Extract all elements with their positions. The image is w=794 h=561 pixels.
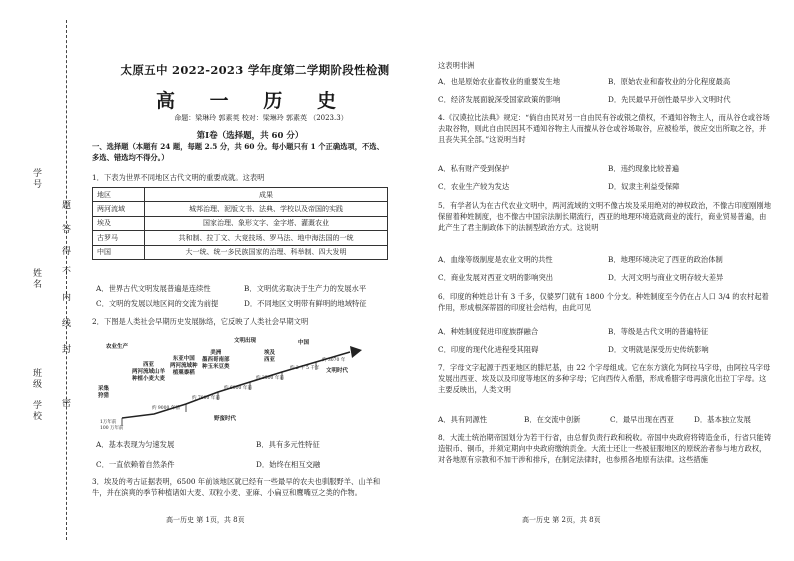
page-1 [86, 0, 390, 561]
q5-option-d[interactable]: D．大河文明与商业文明存较大差异 [608, 273, 724, 282]
stage-foraging: 采集 狩猎 [98, 386, 110, 399]
stage-agriculture: 农业生产 [106, 344, 129, 350]
page-footer: 高一历史 第 2页，共 8页 [522, 516, 601, 524]
q6-option-c[interactable]: C．印度的现代化进程受其阻碍 [438, 345, 539, 354]
q1-option-c[interactable]: C．文明的发展以地区间的交流为前提 [96, 299, 219, 308]
q5-option-a[interactable]: A．血缘等级制度是农业文明的共性 [438, 255, 553, 264]
americas-label: 美洲 墨西哥南部 种玉米豆类 [202, 350, 230, 370]
question-3-continued: 这表明非洲 [438, 61, 475, 70]
question-4-stem: 4.《汉谟拉比法典》规定：“倘自由民对另一自由民有谷或银之债权，不通知谷物主人，而从谷仓或谷场去取谷物，则此自由民因其不通知谷物主人而擅从谷仓或谷场取谷，应被检举，彼应交出所取之谷，并且丧失其全部。”这说明当时 [438, 113, 770, 144]
name-label: 姓名 [31, 268, 41, 290]
q4-option-b[interactable]: B．违约现象比较普遍 [608, 164, 680, 173]
seal-char: 封 [62, 345, 72, 355]
q2-option-d[interactable]: D．始终在相互交融 [256, 460, 321, 469]
q7-option-b[interactable]: B．在交流中创新 [524, 415, 581, 424]
seal-char: 得 [62, 247, 72, 257]
question-5-stem: 5．有学者认为在古代农业文明中，两河流域的文明不像古埃及采用绝对的神权政治，不像古印度刚刚地保留着种姓制度，也不像古中国宗法制长期流行，西亚的地理环境造就商业的流行，商业贸易普遍，由此产生了君主制政体下的法制型政治方式。这说明 [438, 201, 771, 232]
q3-option-d[interactable]: D．先民最早开创性最早步入文明时代 [608, 95, 731, 104]
tick-label: 约 6000 年前 [224, 386, 252, 391]
writing-label: 文明出现 [234, 338, 257, 344]
egypt-label: 埃及 西亚 [264, 350, 276, 363]
table-row: 两河流域 城邦治理、泥版文书、法典、学校以及帝国的实践 [93, 202, 388, 216]
tick-label: 约 3070 年 [322, 358, 346, 363]
school-label: 学校 [31, 400, 41, 422]
seal-char: 线 [62, 319, 72, 329]
question-6-stem: 6．印度的种姓总计有 3 千多，仅婆罗门就有 1800 个分支。种姓制度至今仍在占人口 3/4 的农村起着作用，形成根深蒂固的印度社会结构，由此可见 [438, 292, 769, 312]
q6-option-b[interactable]: B．等级是古代文明的普遍特征 [608, 327, 709, 336]
seal-dashed-line [66, 20, 67, 540]
question-8-stem: 8．大流士统治期帝国划分为若干行省，由总督负责行政和税收。帝国中央政府将铸造金币，行省只能铸造银币、铜币，并须定期向中央政府缴纳贡金。大流士还让一些被征服地区的原统治者参与地方政权，对各地原有宗教和不加干涉和排斥，在制定法律时，也参照各地原有法律。这些措施 [438, 433, 771, 464]
seal-char: 不 [62, 267, 72, 277]
q4-option-a[interactable]: A．私有财产受到保护 [438, 164, 509, 173]
q3-option-b[interactable]: B．原始农业和畜牧业的分化程度最高 [608, 77, 731, 86]
q2-option-c[interactable]: C．一直依赖着自然条件 [96, 460, 175, 469]
q6-option-a[interactable]: A．种姓制度促进印度族群融合 [438, 327, 539, 336]
q3-option-a[interactable]: A．也是原始农业畜牧业的重要发生地 [438, 77, 561, 86]
section-title: 第Ⅰ卷（选择题，共 60 分） [196, 131, 304, 141]
east-asia-label: 东亚中国 两河流域种 植粟黍稻 [170, 356, 198, 376]
achievements-table [92, 187, 388, 260]
civilization-era-label: 文明时代 [326, 368, 349, 374]
subject-title: 高 一 历 史 [156, 90, 336, 112]
q7-option-d[interactable]: D．基本独立发展 [694, 415, 751, 424]
china-label: 中国 [298, 340, 310, 346]
page-2 [432, 0, 772, 561]
table-row: 埃及 国家治理、象形文字、金字塔、灌溉农业 [93, 216, 388, 230]
west-asia-label: 西亚 两河流域山羊 种植小麦大麦 [132, 362, 166, 382]
question-1-stem: 1．下表为世界不同地区古代文明的重要成就。这表明 [92, 173, 265, 182]
q4-option-d[interactable]: D．奴隶主利益受保障 [608, 182, 680, 191]
tick-label: 约 2 千 5 千年 [290, 366, 320, 371]
q1-option-a[interactable]: A．世界古代文明发展普遍是连续性 [96, 284, 211, 293]
q5-option-b[interactable]: B．地理环境决定了西亚的政治体制 [608, 255, 723, 264]
tick-label: 1万年前 100 万年前 [100, 420, 124, 431]
q7-option-c[interactable]: C．最早出现在西亚 [610, 415, 674, 424]
seal-char: 密 [62, 399, 72, 409]
table-header-region: 地区 [93, 188, 145, 202]
timeline-figure [94, 338, 384, 434]
class-label: 班级 [31, 368, 41, 390]
q3-option-c[interactable]: C．经济发展面貌深受国家政策的影响 [438, 95, 561, 104]
q1-option-d[interactable]: D．不同地区文明带有鲜明的地域特征 [244, 299, 367, 308]
seal-char: 内 [62, 293, 72, 303]
q2-option-b[interactable]: B．具有多元性特征 [256, 440, 320, 449]
exam-title: 太原五中 2022-2023 学年度第二学期阶段性检测 [120, 63, 390, 77]
q2-option-a[interactable]: A．基本表现为匀速发展 [96, 440, 175, 449]
tick-label: 约 9000 年前 [152, 406, 180, 411]
q6-option-d[interactable]: D．文明就是深受历史传统影响 [608, 345, 709, 354]
question-3-stem: 3．埃及的考古证据表明，6500 年前该地区就已经有一些最早的农夫也驯服野羊、山羊和牛，并在滨爽的季节种植诸如大麦、双粒小麦、亚麻、小扁豆和鹰嘴豆之类的作物。 [92, 477, 381, 497]
binding-margin [0, 0, 78, 561]
authors-line: 命题：梁琳玲 郭素英 校对：梁琳玲 郭素英 （2023.3） [174, 114, 348, 122]
table-row: 古罗马 共和制、拉丁文、大竞技场、罗马法、地中海法国的一统 [93, 231, 388, 245]
q1-option-b[interactable]: B．文明优劣取决于生产力的发展水平 [244, 284, 367, 293]
student-id-label: 学号 [31, 168, 41, 190]
question-7-stem: 7．字母文字起源于西亚地区的腓尼基，由 22 个字母组成。它在东方演化为阿拉马字母，由阿拉马字母发展出西亚、埃及以及印度等地区的多种字母；它向西传入希腊，形成希腊字母再演化出拉丁字母。这主要反映出，人类文明 [438, 363, 771, 394]
q4-option-c[interactable]: C．农业生产较为发达 [438, 182, 510, 191]
tick-label: 约 7000 年前 [192, 396, 220, 401]
seal-char: 题 [62, 201, 72, 211]
seal-char: 答 [62, 225, 72, 235]
question-2-stem: 2．下图是人类社会早期历史发展脉络，它反映了人类社会早期文明 [92, 317, 309, 326]
page-footer: 高一历史 第 1页，共 8页 [166, 516, 245, 524]
table-header-achievement: 成果 [145, 188, 388, 202]
tick-label: 约 3500 年前 [256, 376, 284, 381]
table-row [93, 188, 388, 202]
q5-option-c[interactable]: C．商业发展对西亚文明的影响突出 [438, 273, 554, 282]
table-row: 中国 大一统、统一多民族国家的治理、科举制、四大发明 [93, 245, 388, 259]
instructions: 一、选择题（本题有 24 题，每题 2.5 分，共 60 分。每小题只有 1 个正确选项，不选、多选、错选均不得分。） [92, 142, 384, 162]
wild-era-label: 野蛮时代 [214, 416, 237, 422]
q7-option-a[interactable]: A．具有同源性 [438, 415, 488, 424]
